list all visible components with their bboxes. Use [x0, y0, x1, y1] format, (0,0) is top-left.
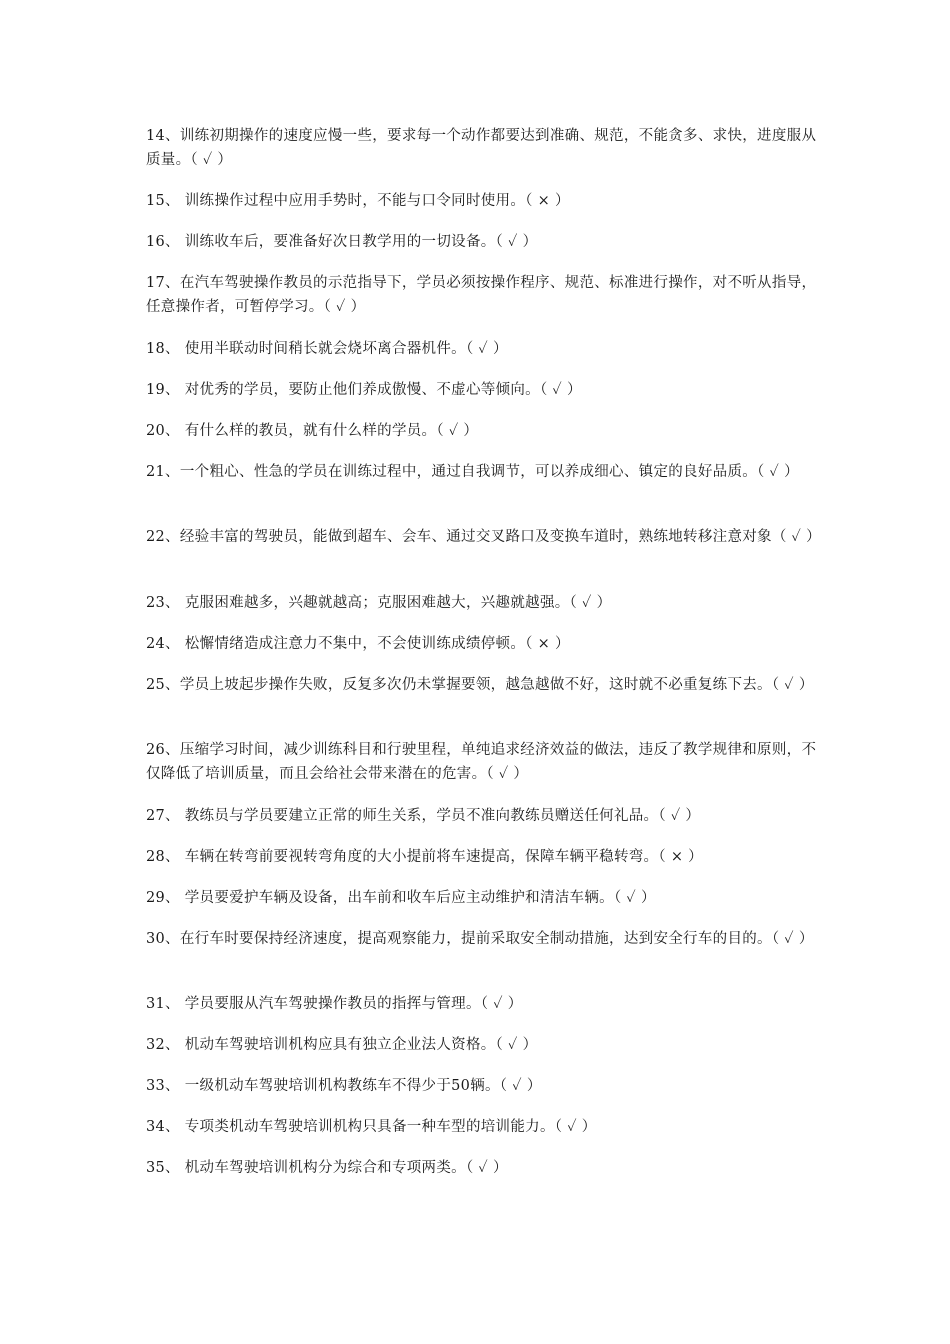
- question-20: 20、 有什么样的教员，就有什么样的学员。（ ✓ ）: [146, 423, 479, 439]
- question-16: 16、 训练收车后，要准备好次日教学用的一切设备。（ ✓ ）: [146, 234, 538, 250]
- question-33: 33、 一级机动车驾驶培训机构教练车不得少于50辆。（ ✓ ）: [146, 1078, 542, 1094]
- question-26: 26、压缩学习时间，减少训练科目和行驶里程，单纯追求经济效益的做法，违反了教学规律和原则，不仅降低了培训质量，而且会给社会带来潜在的危害。（ ✓ ）: [146, 742, 817, 782]
- question-35: 35、 机动车驾驶培训机构分为综合和专项两类。（ ✓ ）: [146, 1160, 508, 1176]
- question-24: 24、 松懈情绪造成注意力不集中，不会使训练成绩停顿。（ × ）: [146, 636, 570, 652]
- question-21: 21、一个粗心、性急的学员在训练过程中，通过自我调节，可以养成细心、镇定的良好品质。（ ✓ ）: [146, 464, 799, 480]
- question-32: 32、 机动车驾驶培训机构应具有独立企业法人资格。（ ✓ ）: [146, 1037, 538, 1053]
- question-31: 31、 学员要服从汽车驾驶操作教员的指挥与管理。（ ✓ ）: [146, 996, 523, 1012]
- question-28: 28、 车辆在转弯前要视转弯角度的大小提前将车速提高，保障车辆平稳转弯。（ × ）: [146, 849, 703, 865]
- question-27: 27、 教练员与学员要建立正常的师生关系，学员不准向教练员赠送任何礼品。（ ✓ ）: [146, 808, 701, 824]
- question-23: 23、 克服困难越多，兴趣就越高；克服困难越大，兴趣就越强。（ ✓ ）: [146, 595, 612, 611]
- question-22: 22、经验丰富的驾驶员，能做到超车、会车、通过交叉路口及变换车道时，熟练地转移注意对象（ ✓ ）: [146, 529, 821, 545]
- question-14: 14、训练初期操作的速度应慢一些，要求每一个动作都要达到准确、规范，不能贪多、求快，进度服从质量。（ ✓ ）: [146, 128, 817, 168]
- question-17: 17、在汽车驾驶操作教员的示范指导下，学员必须按操作程序、规范、标准进行操作，对不听从指导，任意操作者，可暂停学习。（ ✓ ）: [146, 275, 817, 315]
- question-29: 29、 学员要爱护车辆及设备，出车前和收车后应主动维护和清洁车辆。（ ✓ ）: [146, 890, 656, 906]
- question-34: 34、 专项类机动车驾驶培训机构只具备一种车型的培训能力。（ ✓ ）: [146, 1119, 597, 1135]
- question-15: 15、 训练操作过程中应用手势时，不能与口令同时使用。（ × ）: [146, 193, 570, 209]
- question-25: 25、学员上坡起步操作失败，反复多次仍未掌握要领，越急越做不好，这时就不必重复练下去。（ ✓ ）: [146, 677, 814, 693]
- question-30: 30、在行车时要保持经济速度，提高观察能力，提前采取安全制动措施，达到安全行车的目的。（ ✓ ）: [146, 931, 814, 947]
- question-18: 18、 使用半联动时间稍长就会烧坏离合器机件。（ ✓ ）: [146, 341, 508, 357]
- question-19: 19、 对优秀的学员，要防止他们养成傲慢、不虚心等倾向。（ ✓ ）: [146, 382, 582, 398]
